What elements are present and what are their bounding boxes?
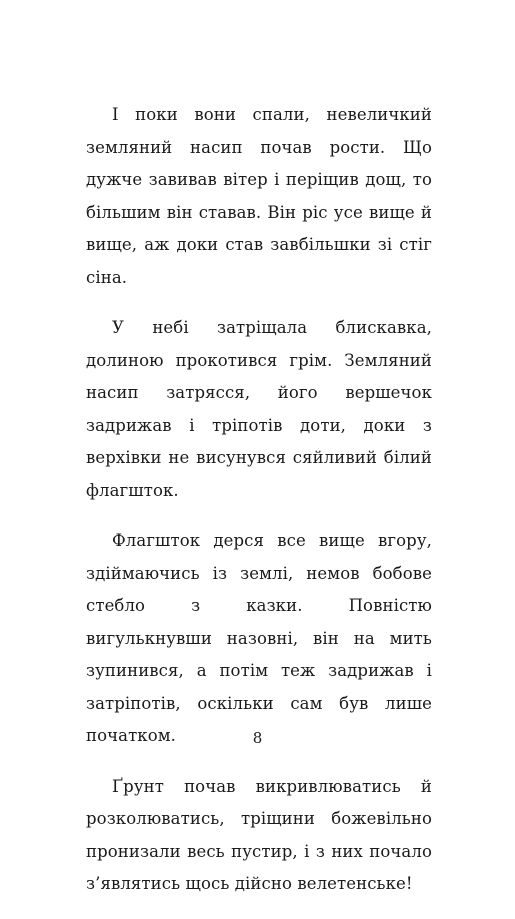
paragraph-1: І поки вони спали, невеличкий земляний насип почав рости. Що дужче завивав вітер і періщив дощ, то більшим він ставав. Він ріс усе вище й вище, аж доки став завбільшки зі стіг сіна. [86, 105, 432, 287]
paragraph-2: У небі затріщала блискавка, долиною прокотився грім. Земляний насип затрясся, його вершечок задрижав і тріпотів доти, доки з верхівки не висунувся сяйливий білий флагшток. [86, 318, 432, 500]
page-number: 8 [252, 729, 263, 747]
paragraph-4: Ґрунт почав викривлюватись й розколюватись, тріщини божевільно пронизали весь пустир, і з них почало з’являтись щось дійсно велетенське! [86, 776, 432, 893]
story-text [86, 99, 432, 919]
paragraph-3: Флагшток дерся все вище вгору, здіймаючись із землі, немов бобове стебло з казки. Повністю вигулькнувши назовні, він на мить зупинився, а потім теж задрижав і затріпотів, оскільки сам був лише початком. [86, 531, 432, 745]
